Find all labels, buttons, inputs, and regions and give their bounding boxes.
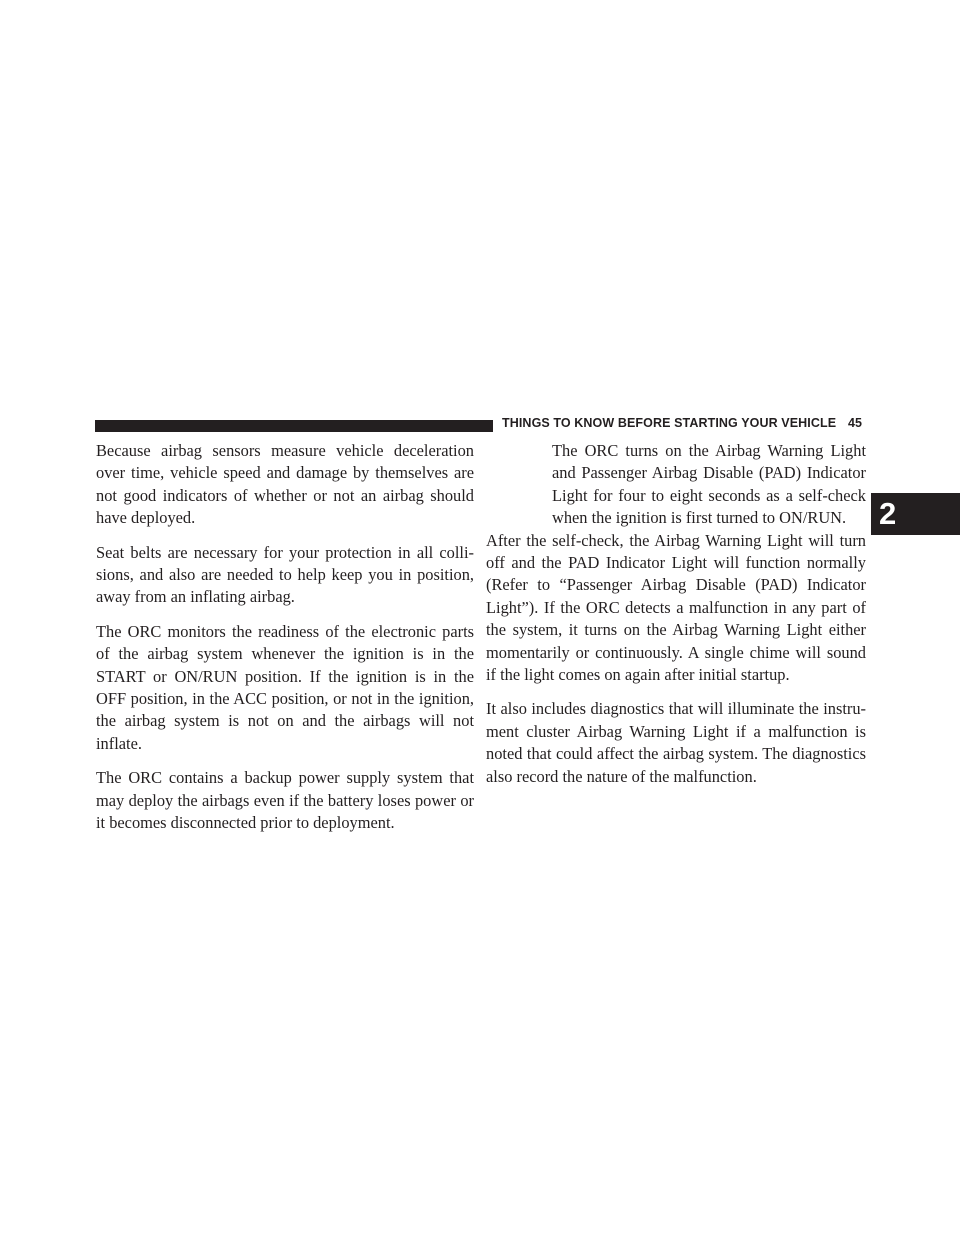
left-column: [96, 440, 474, 847]
paragraph: Because airbag sensors measure vehicle deceleration over time, vehicle speed and damage by themselves are not good indicators of whether or not an airbag should have deployed.: [96, 441, 474, 528]
paragraph: The ORC contains a backup power supply system that may deploy the airbags even if the battery loses power or it becomes disconnected prior to deployment.: [96, 768, 474, 833]
chapter-tab: [871, 493, 960, 535]
paragraph: Seat belts are necessary for your protection in all colli-sions, and also are needed to help keep you in position, away from an inflating airbag.: [96, 542, 474, 607]
section-title: THINGS TO KNOW BEFORE STARTING YOUR VEHICLE: [502, 416, 837, 430]
right-column: [486, 440, 866, 800]
paragraph: The ORC monitors the readiness of the electronic parts of the airbag system whenever the ignition is in the START or ON/RUN position. If the ignition is in the OFF position, in the ACC position, or not in the ignition, the airbag system is not on and the airbags will not inflate.: [96, 621, 474, 753]
paragraph-continuation: After the self-check, the Airbag Warning Light will turn off and the PAD Indicator Light will function normally (Refer to “Passenger Airbag Disable (PAD) Indicator Light”). If the ORC detects a malfunction in any part of the system, it turns on the Airbag Warning Light either momentarily or continuously. A single chime will sound if the light comes on again after initial startup.: [486, 530, 866, 685]
page-number: 45: [848, 416, 862, 430]
header-bar: [95, 420, 493, 432]
indented-paragraph: The ORC turns on the Airbag Warning Light and Passenger Airbag Disable (PAD) Indicator Light for four to eight seconds as a self-check when the ignition is first turned to ON/RUN.: [552, 441, 866, 528]
chapter-number: 2: [879, 496, 897, 531]
paragraph: It also includes diagnostics that will illuminate the instru-ment cluster Airbag Warning Light if a malfunction is noted that could affect the airbag system. The diagnostics also record the nature of the malfunction.: [486, 699, 866, 786]
